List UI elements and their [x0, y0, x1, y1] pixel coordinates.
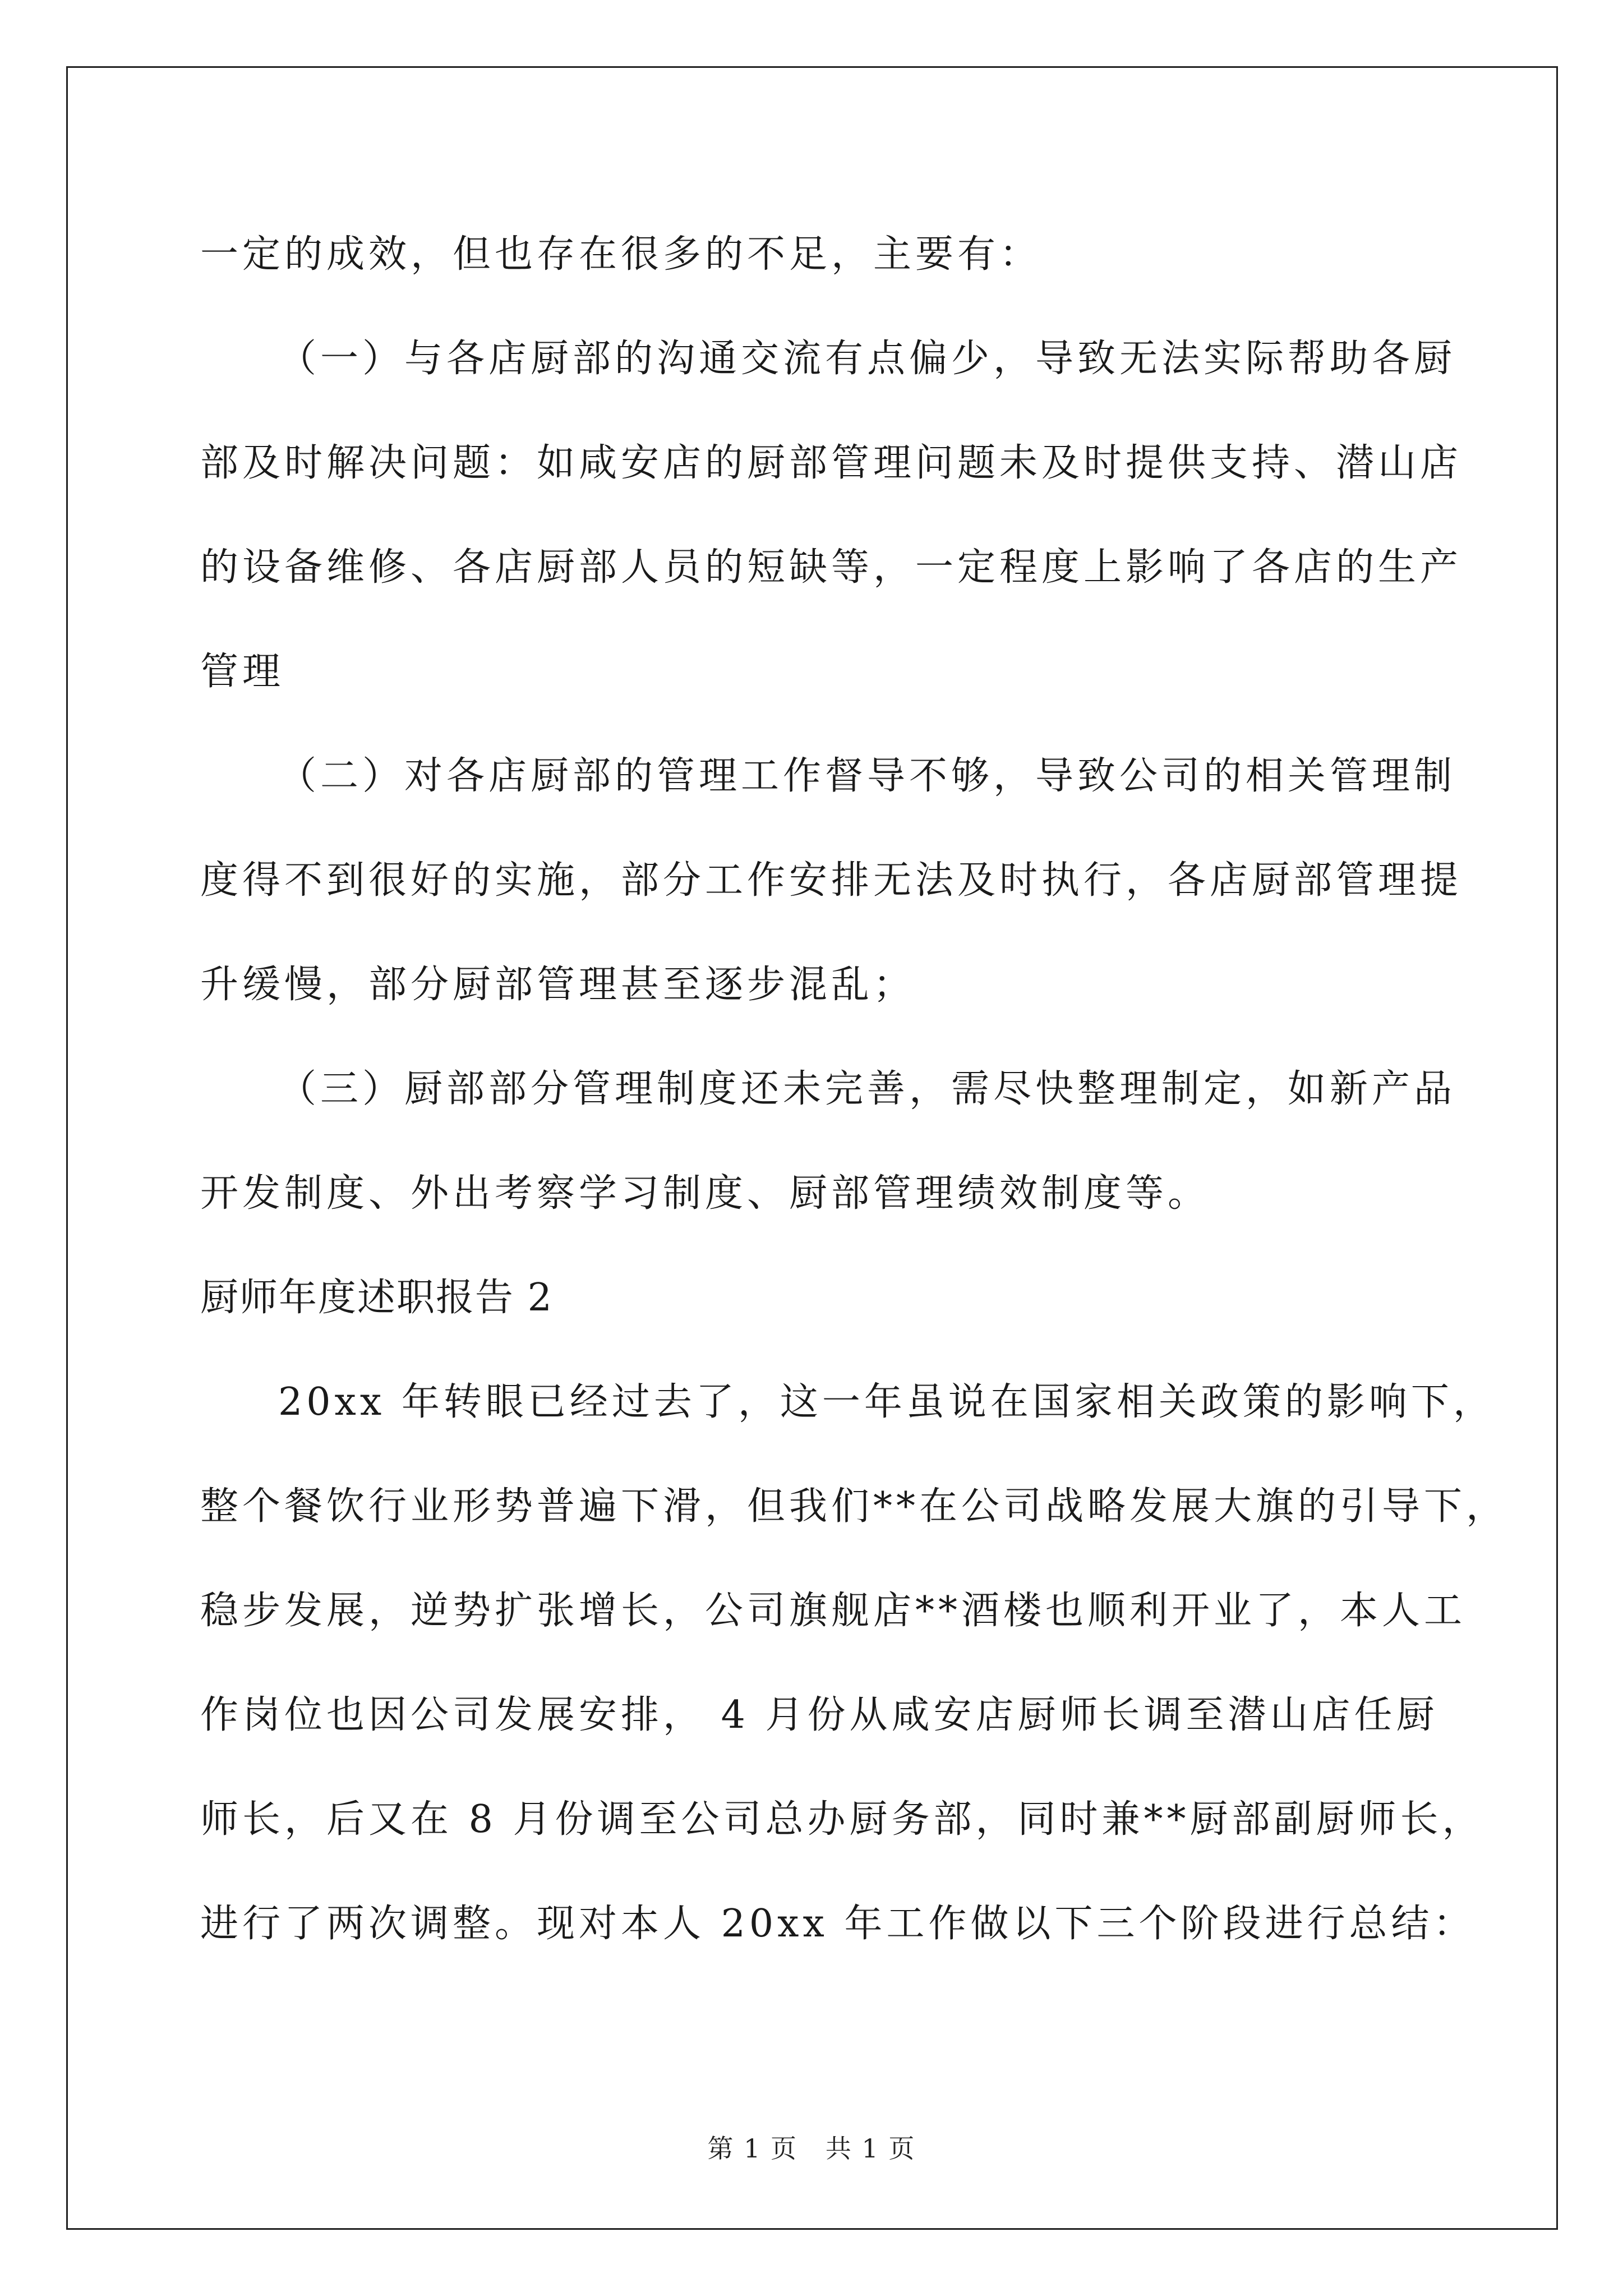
page-number: 第 1 页 共 1 页 [707, 2133, 916, 2164]
text-line: 升缓慢，部分厨部管理甚至逐步混乱； [200, 963, 916, 1007]
text-line: 稳步发展，逆势扩张增长，公司旗舰店**酒楼也顺利开业了，本人工 [200, 1589, 1467, 1633]
text-line: （三）厨部部分管理制度还未完善，需尽快整理制定，如新产品 [278, 1067, 1456, 1111]
text-line: （二）对各店厨部的管理工作督导不够，导致公司的相关管理制 [278, 754, 1456, 798]
text-line: 整个餐饮行业形势普遍下滑，但我们**在公司战略发展大旗的引导下， [200, 1484, 1509, 1529]
text-line: 管理 [200, 650, 285, 694]
text-line: 作岗位也因公司发展安排， 4 月份从咸安店厨师长调至潜山店任厨 [200, 1693, 1438, 1737]
text-line: 20xx 年转眼已经过去了，这一年虽说在国家相关政策的影响下， [278, 1380, 1495, 1424]
text-line: 度得不到很好的实施，部分工作安排无法及时执行，各店厨部管理提 [200, 858, 1463, 903]
text-line: 的设备维修、各店厨部人员的短缺等，一定程度上影响了各店的生产 [200, 545, 1463, 590]
text-line: 进行了两次调整。现对本人 20xx 年工作做以下三个阶段进行总结： [200, 1902, 1476, 1946]
text-line: 部及时解决问题：如咸安店的厨部管理问题未及时提供支持、潜山店 [200, 441, 1463, 485]
text-line: 师长，后又在 8 月份调至公司总办厨务部，同时兼**厨部副厨师长， [200, 1797, 1484, 1842]
section-heading: 厨师年度述职报告 2 [200, 1276, 553, 1320]
text-line: 一定的成效，但也存在很多的不足，主要有： [200, 232, 1042, 277]
text-line: （一）与各店厨部的沟通交流有点偏少，导致无法实际帮助各厨 [278, 337, 1456, 381]
text-line: 开发制度、外出考察学习制度、厨部管理绩效制度等。 [200, 1171, 1210, 1216]
